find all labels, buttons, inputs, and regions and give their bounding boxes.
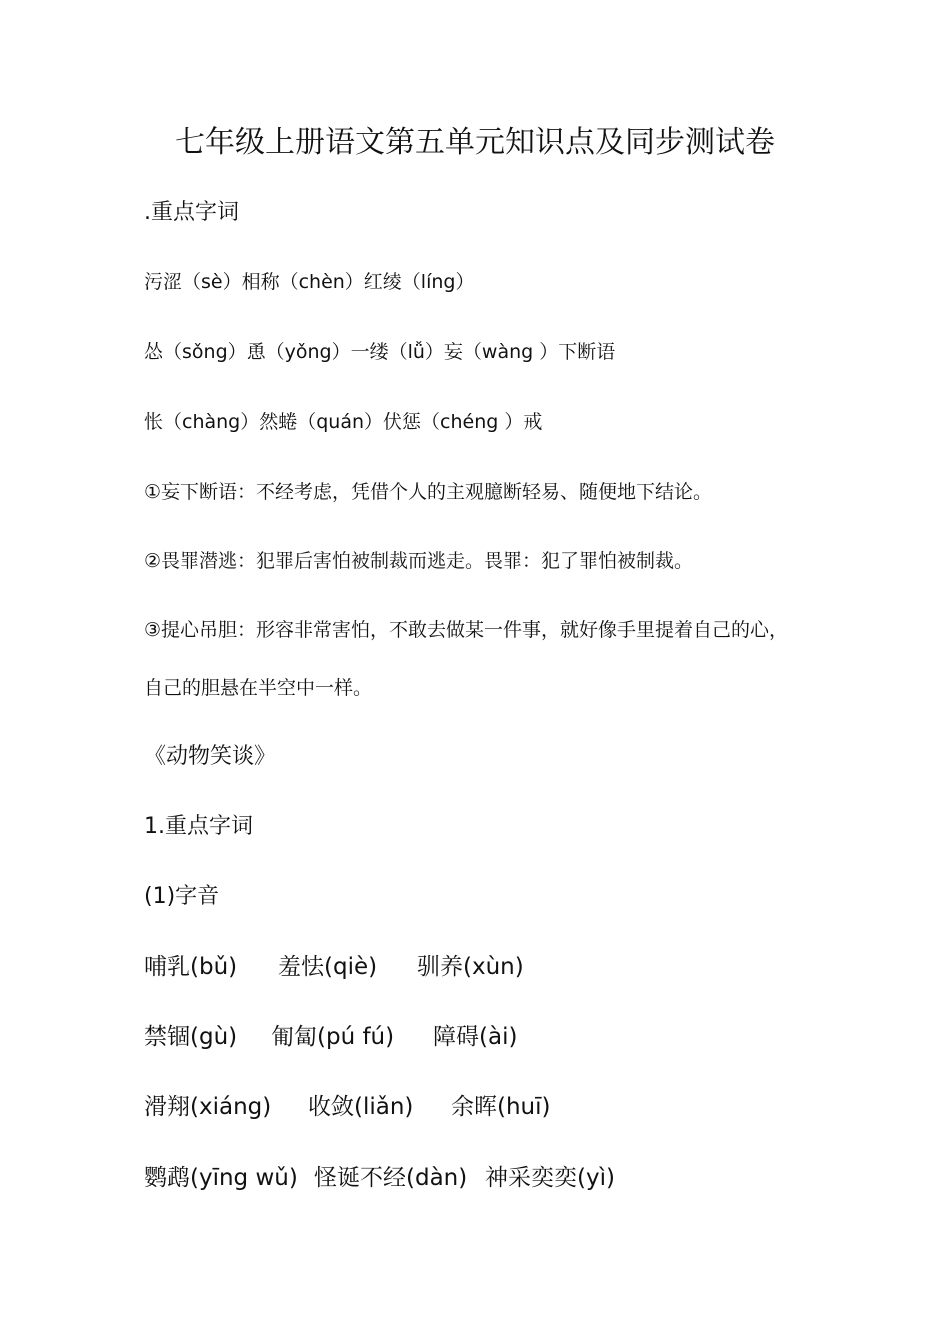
word-item: 匍匐(pú fú) xyxy=(271,1024,395,1050)
word-item: 禁锢(gù) xyxy=(144,1024,238,1050)
pinyin-line: 怂（sǒng）恿（yǒng）一缕（lǚ）妄（wàng ）下断语 xyxy=(144,341,616,363)
word-row xyxy=(144,1022,517,1052)
word-row xyxy=(144,1092,551,1122)
definition-line: ①妄下断语：不经考虑，凭借个人的主观臆断轻易、随便地下结论。 xyxy=(144,481,713,503)
definition-line: 自己的胆悬在半空中一样。 xyxy=(144,677,373,699)
word-item: 羞怯(qiè) xyxy=(278,954,378,980)
word-item: 哺乳(bǔ) xyxy=(144,954,238,980)
lesson-title: 《动物笑谈》 xyxy=(144,744,277,769)
word-row xyxy=(144,1163,615,1193)
definition-line: ②畏罪潜逃：犯罪后害怕被制裁而逃走。畏罪：犯了罪怕被制裁。 xyxy=(144,550,694,572)
lesson-heading: 1.重点字词 xyxy=(144,814,253,839)
word-item: 驯养(xùn) xyxy=(417,954,524,980)
word-item: 余晖(huī) xyxy=(451,1094,551,1120)
word-item: 滑翔(xiáng) xyxy=(144,1094,272,1120)
word-row xyxy=(144,952,524,982)
section-heading: .重点字词 xyxy=(144,200,239,225)
word-item: 神采奕奕(yì) xyxy=(485,1165,615,1191)
pinyin-line: 怅（chàng）然蜷（quán）伏惩（chéng ）戒 xyxy=(144,411,543,433)
pinyin-line: 污涩（sè）相称（chèn）红绫（líng） xyxy=(144,271,475,293)
page-title: 七年级上册语文第五单元知识点及同步测试卷 xyxy=(175,125,775,160)
sub-heading: (1)字音 xyxy=(144,884,220,909)
word-item: 障碍(ài) xyxy=(433,1024,518,1050)
word-item: 怪诞不经(dàn) xyxy=(314,1165,468,1191)
word-item: 收敛(liǎn) xyxy=(308,1094,414,1120)
definition-line: ③提心吊胆：形容非常害怕，不敢去做某一件事，就好像手里提着自己的心， xyxy=(144,619,789,641)
word-item: 鹦鹉(yīng wǔ) xyxy=(144,1165,298,1191)
